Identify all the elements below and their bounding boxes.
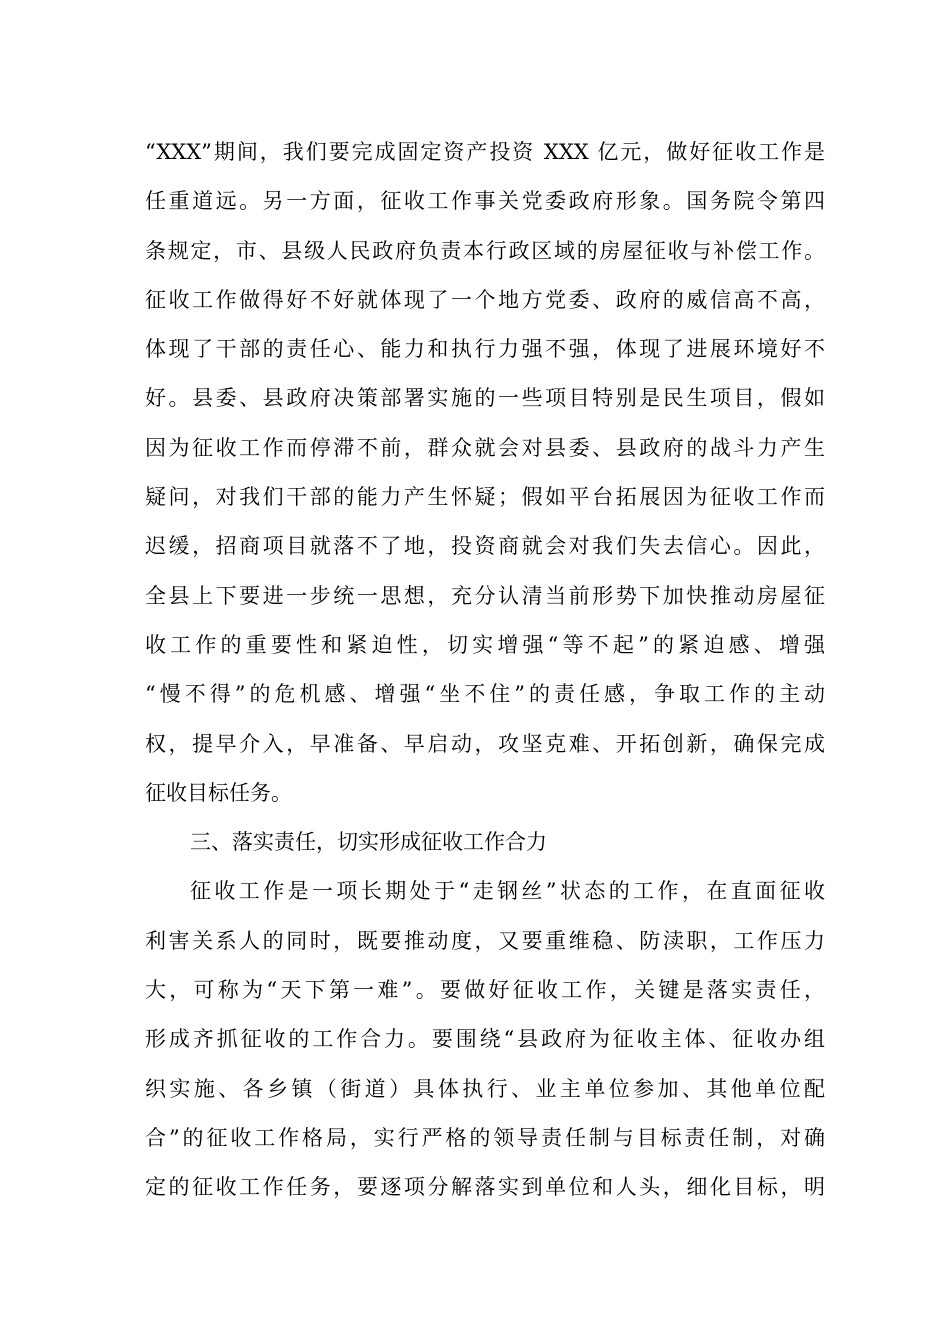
text-line: 全县上下要进一步统一思想，充分认清当前形势下加快推动房屋征 — [145, 583, 825, 608]
section-heading: 三、落实责任，切实形成征收工作合力 — [190, 830, 547, 855]
text-line: 条规定，市、县级人民政府负责本行政区域的房屋征收与补偿工作。 — [145, 238, 825, 263]
text-line: 织实施、各乡镇（街道）具体执行、业主单位参加、其他单位配 — [145, 1076, 825, 1101]
text-line: 好。县委、县政府决策部署实施的一些项目特别是民生项目，假如 — [145, 386, 825, 411]
text-line: 收工作的重要性和紧迫性，切实增强“等不起”的紧迫感、增强 — [145, 632, 825, 657]
text-line: 合”的征收工作格局，实行严格的领导责任制与目标责任制，对确 — [145, 1125, 825, 1150]
text-line: 征收工作做得好不好就体现了一个地方党委、政府的威信高不高， — [145, 287, 825, 312]
text-line: 任重道远。另一方面，征收工作事关党委政府形象。国务院令第四 — [145, 189, 825, 214]
text-line: 形成齐抓征收的工作合力。要围绕“县政府为征收主体、征收办组 — [145, 1027, 825, 1052]
document-body — [145, 128, 825, 1213]
text-line: 体现了干部的责任心、能力和执行力强不强，体现了进展环境好不 — [145, 337, 825, 362]
text-line: 征收工作是一项长期处于“走钢丝”状态的工作，在直面征收 — [190, 879, 825, 904]
text-line: “XXX”期间，我们要完成固定资产投资 XXX 亿元，做好征收工作是 — [145, 140, 825, 164]
text-line: 疑问，对我们干部的能力产生怀疑；假如平台拓展因为征收工作而 — [145, 485, 825, 510]
text-line: 利害关系人的同时，既要推动度，又要重维稳、防渎职，工作压力 — [145, 928, 825, 953]
text-line: 大，可称为“天下第一难”。要做好征收工作，关键是落实责任， — [145, 978, 825, 1003]
text-line: 因为征收工作而停滞不前，群众就会对县委、县政府的战斗力产生 — [145, 435, 825, 460]
text-line: “慢不得”的危机感、增强“坐不住”的责任感，争取工作的主动 — [145, 682, 825, 707]
text-line: 征收目标任务。 — [145, 780, 292, 805]
text-line: 权，提早介入，早准备、早启动，攻坚克难、开拓创新，确保完成 — [145, 731, 825, 756]
text-line: 迟缓，招商项目就落不了地，投资商就会对我们失去信心。因此， — [145, 534, 825, 559]
text-line: 定的征收工作任务，要逐项分解落实到单位和人头，细化目标，明 — [145, 1175, 825, 1200]
